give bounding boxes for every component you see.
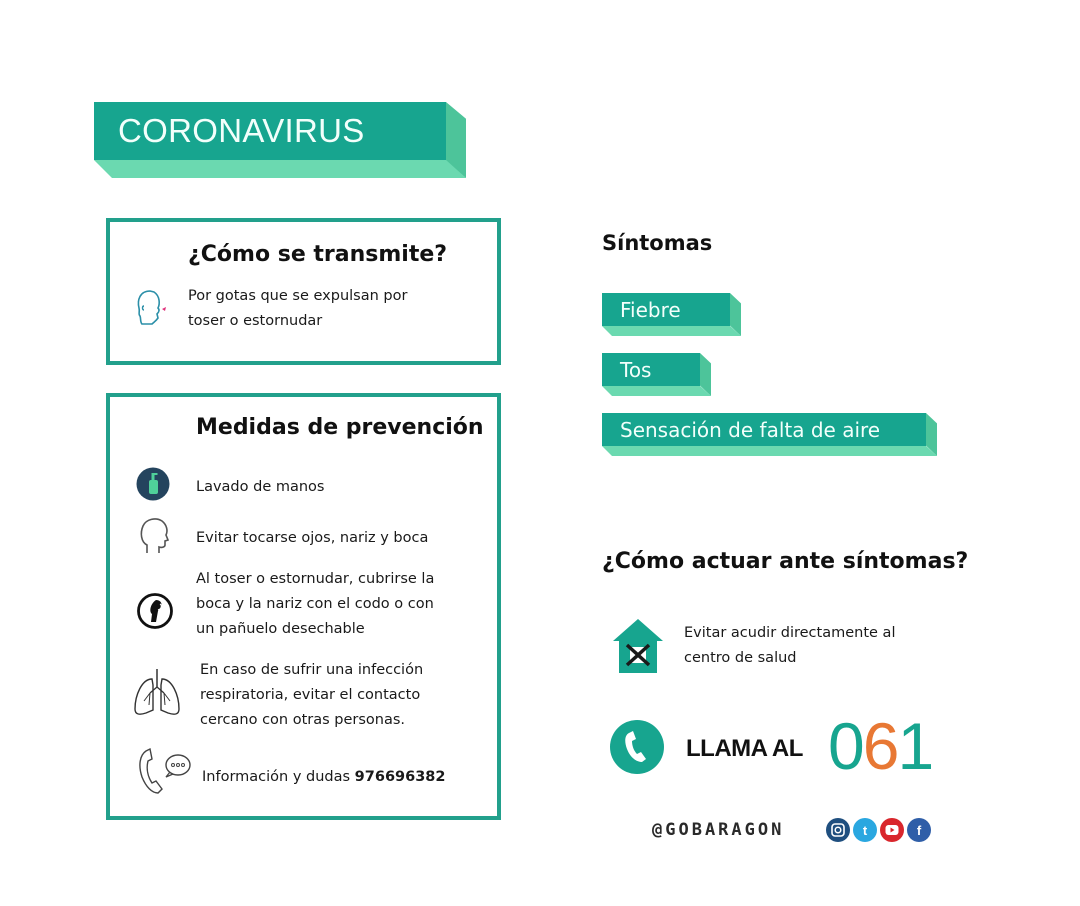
call-number-digit: 1 [897, 709, 933, 783]
info-line [202, 765, 445, 790]
prevention-title: Medidas de prevención [196, 415, 484, 440]
call-number-digit: 6 [862, 709, 898, 783]
banner-bottom-face [94, 160, 466, 178]
symptoms-title: Síntomas [602, 231, 713, 255]
phone-chat-icon [136, 747, 194, 801]
prevention-item [196, 567, 434, 642]
prevention-item-line: En caso de sufrir una infección [200, 662, 424, 678]
call-number[interactable] [828, 709, 933, 783]
prevention-box [106, 393, 501, 820]
lungs-icon [132, 667, 182, 723]
call-number-digit: 0 [828, 709, 863, 783]
prevention-item-line: boca y la nariz con el codo o con [196, 596, 434, 612]
prevention-item-line: un pañuelo desechable [196, 621, 365, 637]
action-line: centro de salud [684, 650, 797, 666]
phone-icon[interactable] [609, 719, 665, 779]
call-label: LLAMA AL [686, 735, 803, 762]
title-banner [94, 102, 466, 178]
transmission-title: ¿Cómo se transmite? [188, 242, 448, 267]
symptom-bottom-face [602, 446, 937, 456]
symptom-fiebre [602, 293, 741, 336]
symptom-label: Fiebre [602, 293, 730, 326]
transmission-text [188, 284, 407, 334]
prevention-item: Lavado de manos [196, 479, 325, 495]
prevention-item-line: respiratoria, evitar el contacto [200, 687, 421, 703]
symptom-label: Tos [602, 353, 700, 386]
info-label: Información y dudas [202, 769, 351, 785]
action-title: ¿Cómo actuar ante síntomas? [602, 549, 969, 574]
page-title: CORONAVIRUS [94, 102, 446, 160]
head-outline-icon [138, 515, 170, 559]
transmission-box [106, 218, 501, 365]
transmission-line: toser o estornudar [188, 313, 323, 329]
info-phone[interactable]: 976696382 [354, 769, 446, 785]
soap-bottle-icon [136, 467, 170, 505]
house-x-icon [611, 617, 665, 679]
facebook-icon[interactable]: f [907, 818, 931, 842]
prevention-item: Evitar tocarse ojos, nariz y boca [196, 530, 429, 546]
twitter-icon[interactable]: t [853, 818, 877, 842]
social-handle[interactable]: @GOBARAGON [652, 820, 785, 840]
action-line: Evitar acudir directamente al [684, 625, 896, 641]
instagram-icon[interactable] [826, 818, 850, 842]
prevention-item-line: Al toser o estornudar, cubrirse la [196, 571, 435, 587]
action-text [684, 621, 895, 671]
sneezing-head-icon [134, 288, 174, 334]
youtube-icon[interactable] [880, 818, 904, 842]
symptom-bottom-face [602, 326, 741, 336]
symptom-bottom-face [602, 386, 711, 396]
symptom-tos [602, 353, 711, 396]
symptom-falta-aire [602, 413, 937, 456]
symptom-label: Sensación de falta de aire [602, 413, 926, 446]
prevention-item [200, 658, 423, 733]
prevention-item-line: cercano con otras personas. [200, 712, 406, 728]
transmission-line: Por gotas que se expulsan por [188, 288, 408, 304]
cough-elbow-icon [136, 592, 174, 634]
